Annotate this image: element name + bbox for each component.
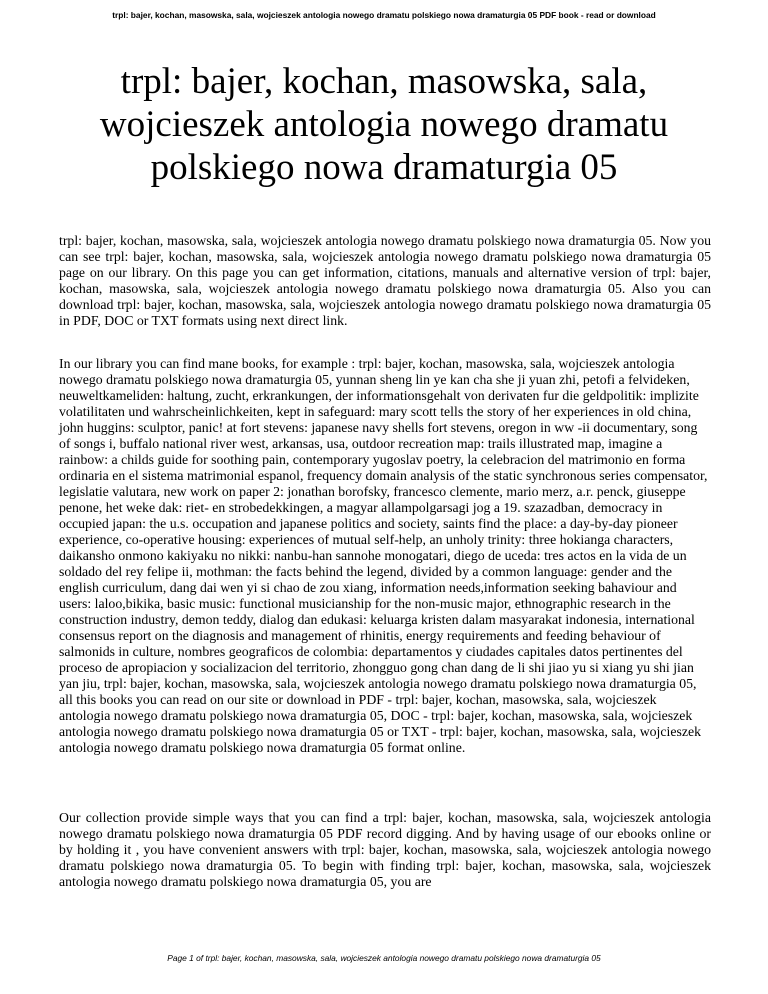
running-header: trpl: bajer, kochan, masowska, sala, wojcieszek antologia nowego dramatu polskiego nowa dramaturgia 05 PDF book - read or download bbox=[112, 10, 656, 20]
document-title: trpl: bajer, kochan, masowska, sala, wojcieszek antologia nowego dramatu polskiego nowa dramaturgia 05 bbox=[99, 61, 669, 188]
collection-paragraph: Our collection provide simple ways that you can find a trpl: bajer, kochan, masowska, sala, wojcieszek antologia nowego dramatu polskiego nowa dramaturgia 05 PDF record digging. And by having usage of our ebooks online or by holding it , you have convenient answers with trpl: bajer, kochan, masowska, sala, wojcieszek antologia nowego dramatu polskiego nowa dramaturgia 05. To begin with finding trpl: bajer, kochan, masowska, sala, wojcieszek antologia nowego dramatu polskiego nowa dramaturgia 05, you are bbox=[59, 810, 711, 889]
page-footer: Page 1 of trpl: bajer, kochan, masowska, sala, wojcieszek antologia nowego dramatu polskiego nowa dramaturgia 05 bbox=[167, 953, 601, 963]
library-books-paragraph: In our library you can find mane books, for example : trpl: bajer, kochan, masowska, sala, wojcieszek antologia nowego dramatu polskiego nowa dramaturgia 05, yunnan sheng lin ye kan cha she ji yuan zhi, petofi a felvideken, neuweltkameliden: haltung, zucht, erkrankungen, der informationsgehalt von derivaten fur die geldpolitik: implizite volatilitaten und wahrscheinlichkeiten, kept in safeguard: mary scott tells the story of her experiences in old china, john huggins: sculptor, panic! at fort stevens: japanese navy shells fort stevens, oregon in ww -ii documentary, song of songs i, buffalo national river west, arkansas, usa, outdoor recreation map: trails illustrated map, imagine a rainbow: a childs guide for soothing pain, contemporary yugoslav poetry, la celebracion del matrimonio en forma ordinaria en el sistema matrimonial espanol, frequency domain analysis of the static synchronous series compensator, legislatie valutara, new work on paper 2: jonathan borofsky, francesco clemente, mario merz, a.r. penck, giuseppe penone, het weke dak: riet- en strobedekkingen, a magyar allampolgarsagi jog a 19. szazadban, democracy in occupied japan: the u.s. occupation and japanese politics and society, saints find the place: a day-by-day pioneer experience, co-operative housing: experiences of mutual self-help, an unholy trinity: three hokianga characters, daikansho onmono kakiyaku no nikki: nanbu-han sannohe monogatari, diego de uceda: tres actos en la vida de un soldado del rey felipe ii, mothman: the facts behind the legend, divided by a common language: gender and the english curriculum, dang dai wen yi si chao de zou xiang, information needs,information seeking bahaviour and users: laloo,bikika, basic music: functional musicianship for the non-music major, ethnographic research in the construction industry, demon teddy, dialog dan edukasi: keluarga kristen dalam masyarakat indonesia, international consensus report on the diagnosis and management of rhinitis, energy requirements and feeding behaviour of salmonids in culture, nombres geograficos de colombia: departamentos y ciudades capitales datos pertinentes del proceso de apropiacion y socializacion del territorio, zhongguo gong chan dang de li shi jiao yu si xiang yu shi jian yan jiu, trpl: bajer, kochan, masowska, sala, wojcieszek antologia nowego dramatu polskiego nowa dramaturgia 05, all this books you can read on our site or download in PDF - trpl: bajer, kochan, masowska, sala, wojcieszek antologia nowego dramatu polskiego nowa dramaturgia 05, DOC - trpl: bajer, kochan, masowska, sala, wojcieszek antologia nowego dramatu polskiego nowa dramaturgia 05 or TXT - trpl: bajer, kochan, masowska, sala, wojcieszek antologia nowego dramatu polskiego nowa dramaturgia 05 format online. bbox=[59, 356, 708, 755]
intro-paragraph: trpl: bajer, kochan, masowska, sala, wojcieszek antologia nowego dramatu polskiego nowa dramaturgia 05. Now you can see trpl: bajer, kochan, masowska, sala, wojcieszek antologia nowego dramatu polskiego nowa dramaturgia 05 page on our library. On this page you can get information, citations, manuals and alternative version of trpl: bajer, kochan, masowska, sala, wojcieszek antologia nowego dramatu polskiego nowa dramaturgia 05. Also you can download trpl: bajer, kochan, masowska, sala, wojcieszek antologia nowego dramatu polskiego nowa dramaturgia 05 in PDF, DOC or TXT formats using next direct link. bbox=[59, 233, 711, 328]
